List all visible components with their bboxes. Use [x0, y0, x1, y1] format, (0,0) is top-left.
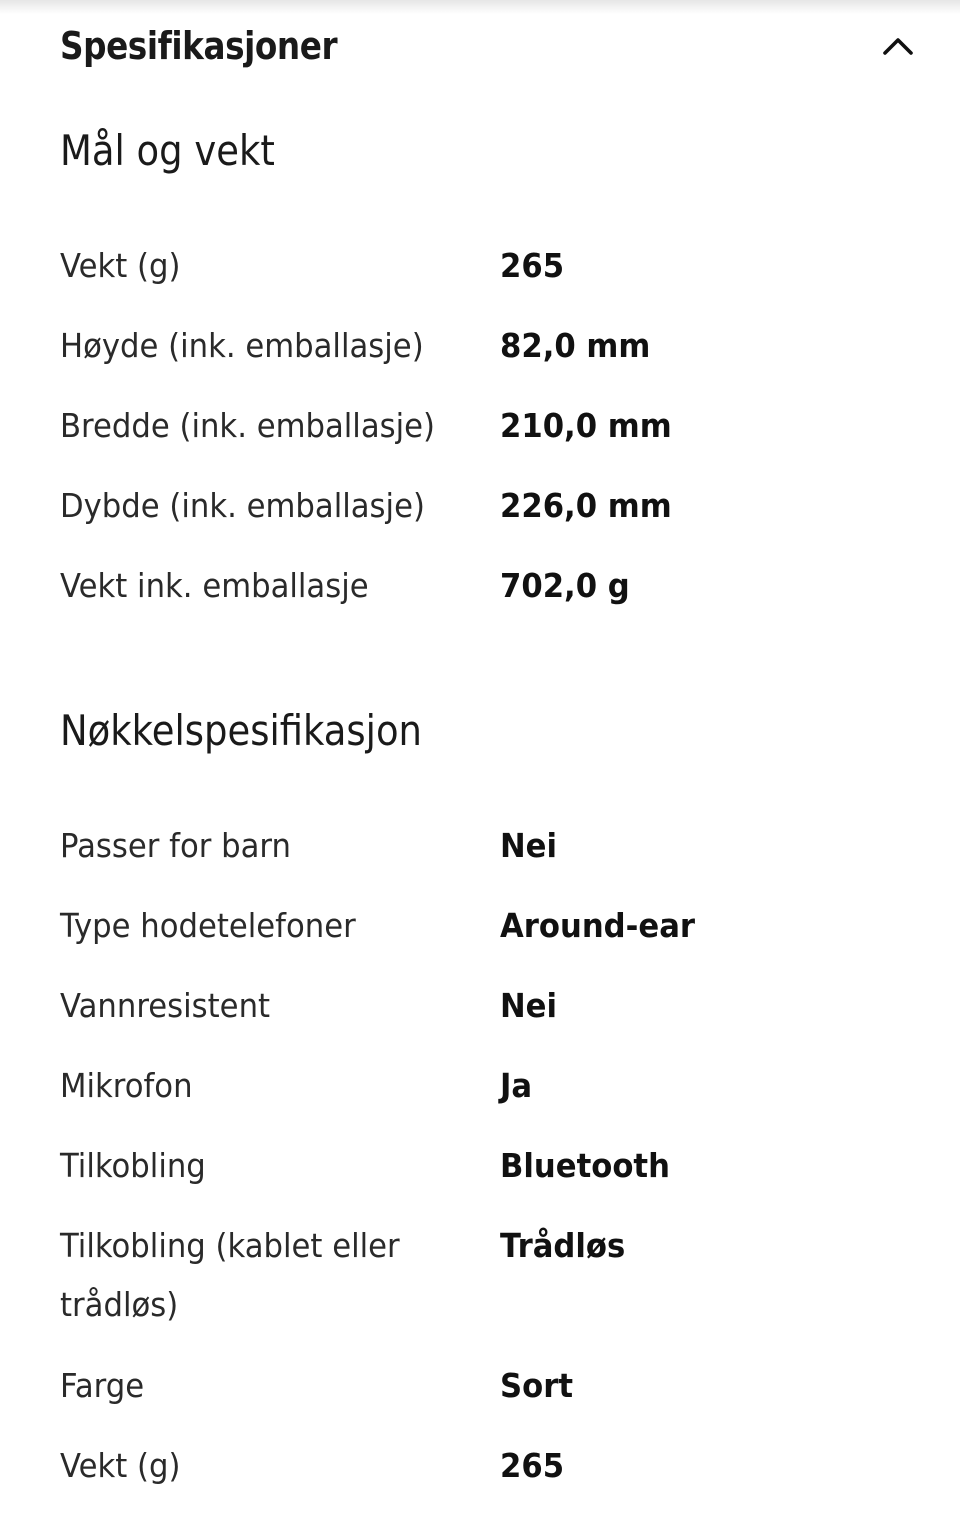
- spec-label: Passer for barn: [60, 826, 291, 865]
- spec-row: [60, 556, 920, 636]
- spec-row: [60, 976, 920, 1056]
- spec-label: Tilkobling (kablet eller trådløs): [60, 1226, 400, 1324]
- spec-label: Mikrofon: [60, 1066, 193, 1105]
- spec-value: 226,0 mm: [500, 486, 672, 525]
- section-heading-dimensions: Mål og vekt: [60, 126, 275, 175]
- spec-row: [60, 236, 920, 316]
- spec-list-key-specs: [60, 816, 920, 1516]
- spec-label: Høyde (ink. emballasje): [60, 326, 424, 365]
- spec-row: [60, 816, 920, 896]
- specifications-title: Spesifikasjoner: [60, 24, 338, 68]
- spec-label: Type hodetelefoner: [60, 906, 356, 945]
- spec-row: [60, 896, 920, 976]
- spec-value: Trådløs: [500, 1226, 626, 1265]
- spec-value: Bluetooth: [500, 1146, 670, 1185]
- spec-row: [60, 396, 920, 476]
- spec-label: Vannresistent: [60, 986, 271, 1025]
- section-heading-key-specs: Nøkkelspesifikasjon: [60, 706, 422, 755]
- chevron-up-icon: [882, 36, 914, 56]
- spec-value: 265: [500, 246, 565, 285]
- spec-value: Nei: [500, 986, 558, 1025]
- spec-value: 265: [500, 1446, 565, 1485]
- spec-label: Vekt ink. emballasje: [60, 566, 369, 605]
- spec-label: Tilkobling: [60, 1146, 206, 1185]
- spec-value: 702,0 g: [500, 566, 630, 605]
- spec-row: [60, 1356, 920, 1436]
- collapse-button[interactable]: [876, 24, 920, 68]
- spec-value: Sort: [500, 1366, 574, 1405]
- spec-row: [60, 476, 920, 556]
- spec-row: [60, 1436, 920, 1516]
- spec-list-dimensions: [60, 236, 920, 636]
- top-shadow: [0, 0, 960, 14]
- spec-label: Vekt (g): [60, 246, 181, 285]
- spec-row: [60, 1056, 920, 1136]
- spec-value: Ja: [500, 1066, 533, 1105]
- spec-value: Nei: [500, 826, 558, 865]
- specifications-header[interactable]: [60, 14, 910, 78]
- spec-value: Around-ear: [500, 906, 696, 945]
- spec-label: Bredde (ink. emballasje): [60, 406, 436, 445]
- spec-row: [60, 316, 920, 396]
- spec-row: [60, 1136, 920, 1216]
- spec-label: Farge: [60, 1366, 145, 1405]
- spec-label: Dybde (ink. emballasje): [60, 486, 425, 525]
- spec-value: 82,0 mm: [500, 326, 651, 365]
- spec-row: [60, 1216, 920, 1356]
- spec-value: 210,0 mm: [500, 406, 672, 445]
- spec-label: Vekt (g): [60, 1446, 181, 1485]
